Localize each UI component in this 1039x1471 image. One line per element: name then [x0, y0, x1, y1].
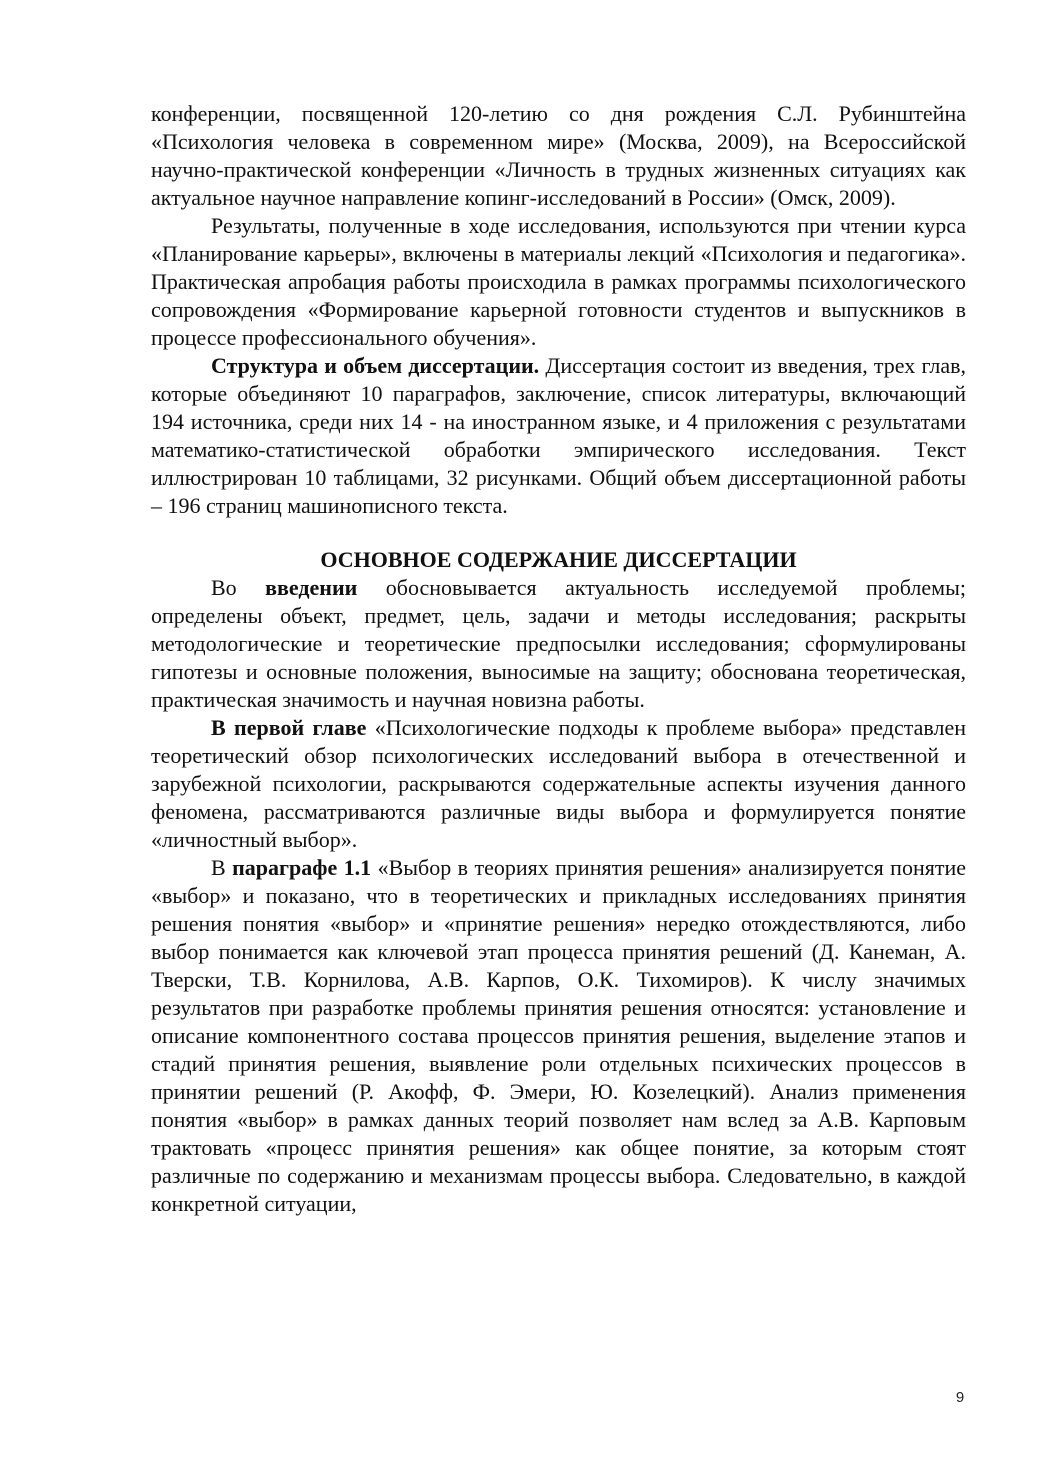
bold-run: параграфе 1.1: [232, 855, 372, 880]
text-run: конференции, посвященной 120-летию со дня рождения С.Л. Рубинштейна «Психология человека в современном мире» (Москва, 2009), на Всероссийской научно-практической конференции «Личность в трудных жизненных ситуациях как актуальное научное направление копинг-исследований в России» (Омск, 2009).: [151, 101, 966, 210]
paragraph-structure: [151, 352, 966, 520]
paragraph-results: [151, 212, 966, 352]
bold-run: В первой главе: [211, 715, 367, 740]
paragraph-first-chapter: [151, 714, 966, 854]
text-run: обосновывается актуальность исследуемой проблемы; определены объект, предмет, цель, задачи и методы исследования; раскрыты методологические и теоретические предпосылки исследования; сформулированы гипотезы и основные положения, выносимые на защиту; обоснована теоретическая, практическая значимость и научная новизна работы.: [151, 575, 966, 712]
text-run: Во: [211, 575, 266, 600]
paragraph-1-1: [151, 854, 966, 1218]
text-run: «Психологические подходы к проблеме выбора» представлен теоретический обзор психологических исследований выбора в отечественной и зарубежной психологии, раскрываются содержательные аспекты изучения данного феномена, рассматриваются различные виды выбора и формулируется понятие «личностный выбор».: [151, 715, 966, 852]
text-run: Диссертация состоит из введения, трех глав, которые объединяют 10 параграфов, заключение, список литературы, включающий 194 источника, среди них 14 - на иностранном языке, и 4 приложения с результатами математико-статистической обработки эмпирического исследования. Текст иллюстрирован 10 таблицами, 32 рисунками. Общий объем диссертационной работы – 196 страниц машинописного текста.: [151, 353, 966, 518]
page-number: 9: [955, 1389, 965, 1406]
text-run: «Выбор в теориях принятия решения» анализируется понятие «выбор» и показано, что в теоретических и прикладных исследованиях принятия решения понятия «выбор» и «принятие решения» нередко отождествляются, либо выбор понимается как ключевой этап процесса принятия решений (Д. Канеман, А. Тверски, Т.В. Корнилова, А.В. Карпов, О.К. Тихомиров). К числу значимых результатов при разработке проблемы принятия решения относятся: установление и описание компонентного состава процессов принятия решения, выделение этапов и стадий принятия решения, выявление роли отдельных психических процессов в принятии решений (Р. Акофф, Ф. Эмери, Ю. Козелецкий). Анализ применения понятия «выбор» в рамках данных теорий позволяет нам вслед за А.В. Карповым трактовать «процесс принятия решения» как общее понятие, за которым стоят различные по содержанию и механизмам процессы выбора. Следовательно, в каждой конкретной ситуации,: [151, 855, 966, 1216]
paragraph-conferences: [151, 100, 966, 212]
body-text: [151, 100, 966, 1218]
text-run: Результаты, полученные в ходе исследования, используются при чтении курса «Планирование карьеры», включены в материалы лекций «Психология и педагогика». Практическая апробация работы происходила в рамках программы психологического сопровождения «Формирование карьерной готовности студентов и выпускников в процессе профессионального обучения».: [151, 213, 966, 350]
bold-run: Структура и объем диссертации.: [211, 353, 540, 378]
bold-run: введении: [265, 575, 358, 600]
section-heading: ОСНОВНОЕ СОДЕРЖАНИЕ ДИССЕРТАЦИИ: [320, 547, 797, 572]
paragraph-introduction: [151, 574, 966, 714]
text-run: В: [211, 855, 233, 880]
